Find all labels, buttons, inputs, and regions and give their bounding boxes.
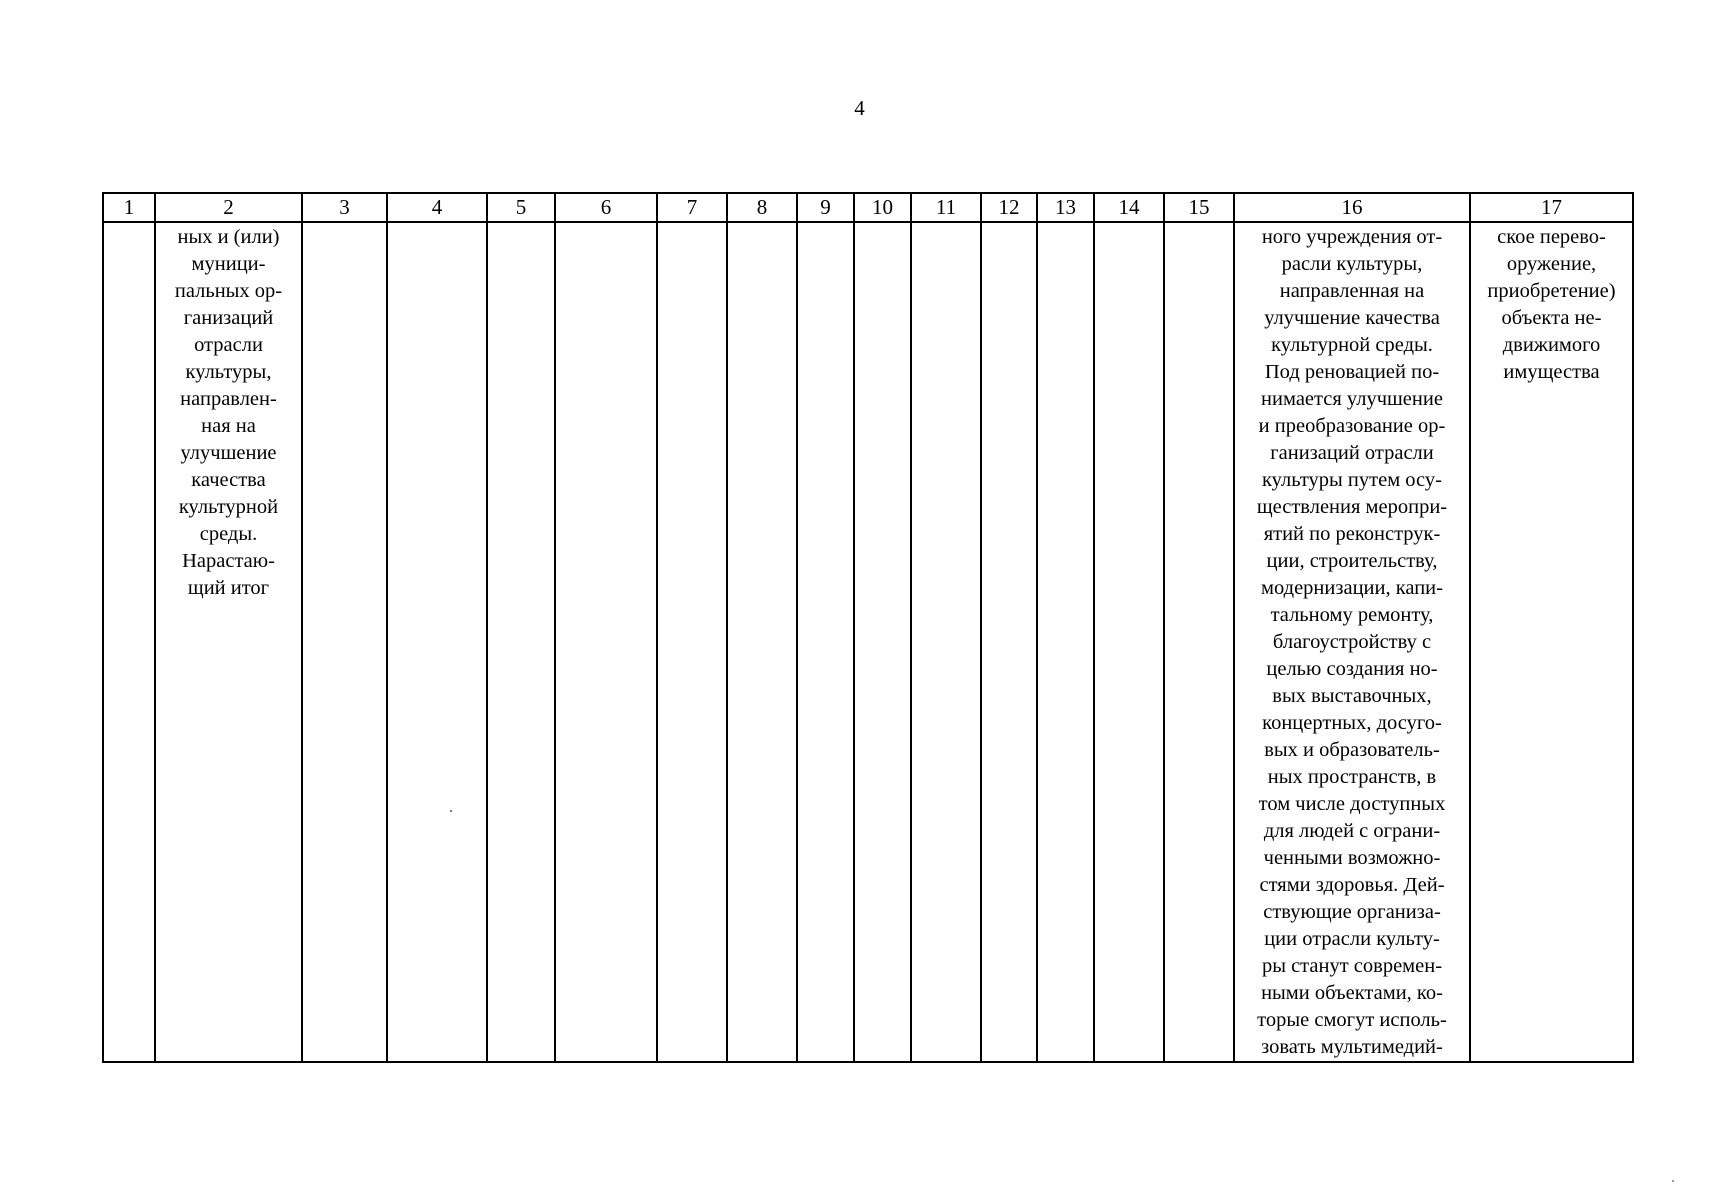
cell-text-line: среды.: [199, 523, 258, 545]
scan-speck: [450, 810, 452, 812]
header-cell-3: 3: [302, 193, 387, 222]
cell-text-line: ское перево-: [1497, 226, 1606, 248]
cell-col-13: [1037, 222, 1094, 1062]
header-cell-17: 17: [1470, 193, 1633, 222]
cell-text-line: качества: [191, 469, 266, 491]
cell-text-line: нимается улучшение: [1261, 388, 1443, 410]
cell-text-line: приобретение): [1487, 280, 1616, 302]
data-table: [102, 192, 1634, 1063]
cell-text-line: торые смогут исполь-: [1257, 1009, 1447, 1031]
cell-text-line: муници-: [191, 253, 266, 275]
cell-col-6: [555, 222, 657, 1062]
cell-col-2-text: [156, 224, 301, 602]
cell-text-line: ченными возможно-: [1263, 847, 1441, 869]
cell-text-line: благоустройству с: [1272, 631, 1432, 653]
cell-col-16: [1234, 222, 1470, 1062]
cell-text-line: ганизаций отрасли: [1270, 442, 1434, 464]
cell-col-5: [487, 222, 555, 1062]
cell-text-line: для людей с ограни-: [1263, 820, 1441, 842]
header-cell-14: 14: [1094, 193, 1164, 222]
cell-col-11: [911, 222, 981, 1062]
table-row: [103, 222, 1633, 1062]
cell-col-14: [1094, 222, 1164, 1062]
cell-col-12: [981, 222, 1037, 1062]
cell-text-line: направлен-: [180, 388, 277, 410]
header-cell-8: 8: [727, 193, 797, 222]
cell-text-line: имущества: [1503, 361, 1600, 383]
cell-text-line: улучшение качества: [1264, 307, 1440, 329]
cell-text-line: расли культуры,: [1281, 253, 1423, 275]
cell-col-8: [727, 222, 797, 1062]
header-cell-2: 2: [155, 193, 302, 222]
cell-text-line: стями здоровья. Дей-: [1259, 874, 1445, 896]
cell-text-line: и преобразование ор-: [1258, 415, 1446, 437]
cell-col-16-text: [1235, 224, 1469, 1061]
cell-text-line: том числе доступных: [1258, 793, 1446, 815]
header-cell-12: 12: [981, 193, 1037, 222]
cell-text-line: отрасли: [194, 334, 263, 356]
cell-text-line: Под реновацией по-: [1264, 361, 1440, 383]
scan-speck: [1672, 1180, 1674, 1182]
cell-text-line: культуры,: [185, 361, 272, 383]
header-cell-13: 13: [1037, 193, 1094, 222]
cell-col-1: [103, 222, 155, 1062]
cell-text-line: целью создания но-: [1266, 658, 1438, 680]
cell-col-2: [155, 222, 302, 1062]
cell-text-line: культурной среды.: [1271, 334, 1433, 356]
page-number: 4: [854, 96, 865, 120]
cell-text-line: ции отрасли культу-: [1264, 928, 1440, 950]
cell-text-line: направленная на: [1279, 280, 1425, 302]
cell-text-line: ции, строительству,: [1266, 550, 1438, 572]
cell-col-10: [854, 222, 911, 1062]
cell-text-line: культуры путем осу-: [1262, 469, 1442, 491]
cell-text-line: щий итог: [187, 577, 270, 599]
cell-text-line: ная на: [201, 415, 256, 437]
cell-text-line: тальному ремонту,: [1270, 604, 1434, 626]
cell-text-line: ными объектами, ко-: [1261, 982, 1443, 1004]
header-cell-4: 4: [387, 193, 487, 222]
cell-text-line: ятий по реконструк-: [1263, 523, 1441, 545]
cell-text-line: зовать мультимедий-: [1261, 1036, 1443, 1058]
cell-col-17-text: [1471, 224, 1632, 386]
cell-text-line: ных пространств, в: [1267, 766, 1437, 788]
header-cell-5: 5: [487, 193, 555, 222]
cell-text-line: ствующие организа-: [1263, 901, 1441, 923]
cell-col-4: [387, 222, 487, 1062]
cell-text-line: ных и (или): [177, 226, 280, 248]
cell-col-3: [302, 222, 387, 1062]
cell-col-7: [657, 222, 727, 1062]
cell-text-line: ганизаций: [183, 307, 274, 329]
cell-text-line: Нарастаю-: [182, 550, 275, 572]
cell-col-17: [1470, 222, 1633, 1062]
cell-text-line: вых выставочных,: [1272, 685, 1432, 707]
cell-text-line: пальных ор-: [174, 280, 283, 302]
header-cell-11: 11: [911, 193, 981, 222]
cell-text-line: культурной: [178, 496, 279, 518]
header-cell-10: 10: [854, 193, 911, 222]
header-cell-1: 1: [103, 193, 155, 222]
cell-text-line: вых и образователь-: [1264, 739, 1440, 761]
header-row: [103, 193, 1633, 222]
cell-text-line: модернизации, капи-: [1261, 577, 1443, 599]
header-cell-16: 16: [1234, 193, 1470, 222]
cell-col-9: [797, 222, 854, 1062]
header-cell-7: 7: [657, 193, 727, 222]
header-cell-6: 6: [555, 193, 657, 222]
cell-text-line: ществления меропри-: [1256, 496, 1448, 518]
cell-col-15: [1164, 222, 1234, 1062]
header-cell-15: 15: [1164, 193, 1234, 222]
cell-text-line: оружение,: [1506, 253, 1597, 275]
cell-text-line: улучшение: [180, 442, 277, 464]
cell-text-line: объекта не-: [1501, 307, 1602, 329]
cell-text-line: движимого: [1502, 334, 1601, 356]
cell-text-line: ного учреждения от-: [1261, 226, 1443, 248]
cell-text-line: ры станут современ-: [1261, 955, 1443, 977]
header-cell-9: 9: [797, 193, 854, 222]
cell-text-line: концертных, досуго-: [1262, 712, 1442, 734]
